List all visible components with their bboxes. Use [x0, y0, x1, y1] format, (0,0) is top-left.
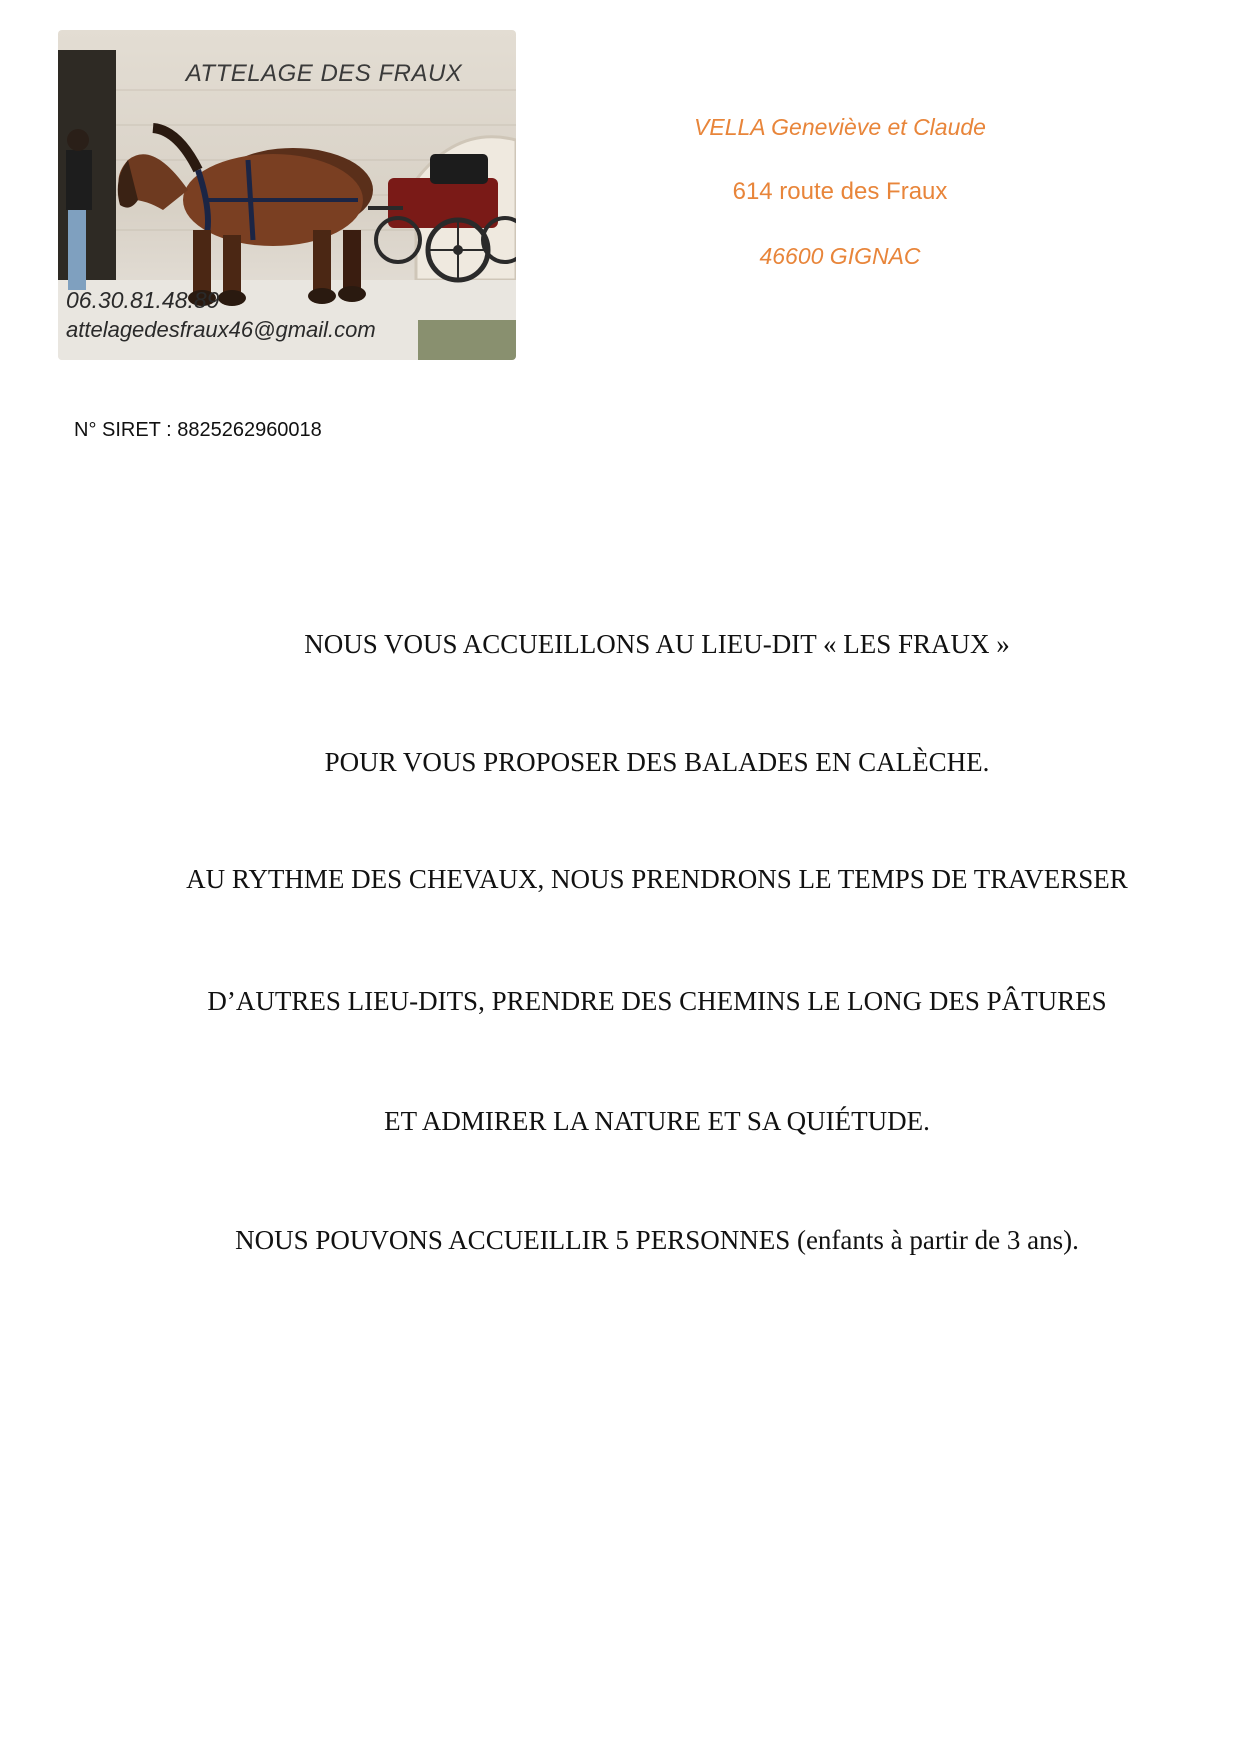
- card-email: attelagedesfraux46@gmail.com: [66, 317, 376, 342]
- body-line-6: NOUS POUVONS ACCUEILLIR 5 PERSONNES (enfants à partir de 3 ans).: [235, 1225, 1079, 1255]
- body-line-3: AU RYTHME DES CHEVAUX, NOUS PRENDRONS LE TEMPS DE TRAVERSER: [186, 864, 1128, 894]
- address-street: 614 route des Fraux: [732, 178, 948, 205]
- siret-number: N° SIRET : 8825262960018: [74, 419, 322, 441]
- card-phone: 06.30.81.48.89: [66, 287, 220, 313]
- address-city: 46600 GIGNAC: [759, 243, 921, 269]
- address-name: VELLA Geneviève et Claude: [694, 114, 986, 140]
- card-title: ATTELAGE DES FRAUX: [185, 60, 463, 87]
- body-line-2: POUR VOUS PROPOSER DES BALADES EN CALÈCHE.: [324, 747, 990, 777]
- body-line-1: NOUS VOUS ACCUEILLONS AU LIEU-DIT « LES FRAUX »: [304, 629, 1010, 659]
- body-line-4: D’AUTRES LIEU-DITS, PRENDRE DES CHEMINS LE LONG DES PÂTURES: [207, 986, 1107, 1016]
- body-line-5: ET ADMIRER LA NATURE ET SA QUIÉTUDE.: [384, 1106, 930, 1136]
- business-card-photo: [58, 30, 516, 360]
